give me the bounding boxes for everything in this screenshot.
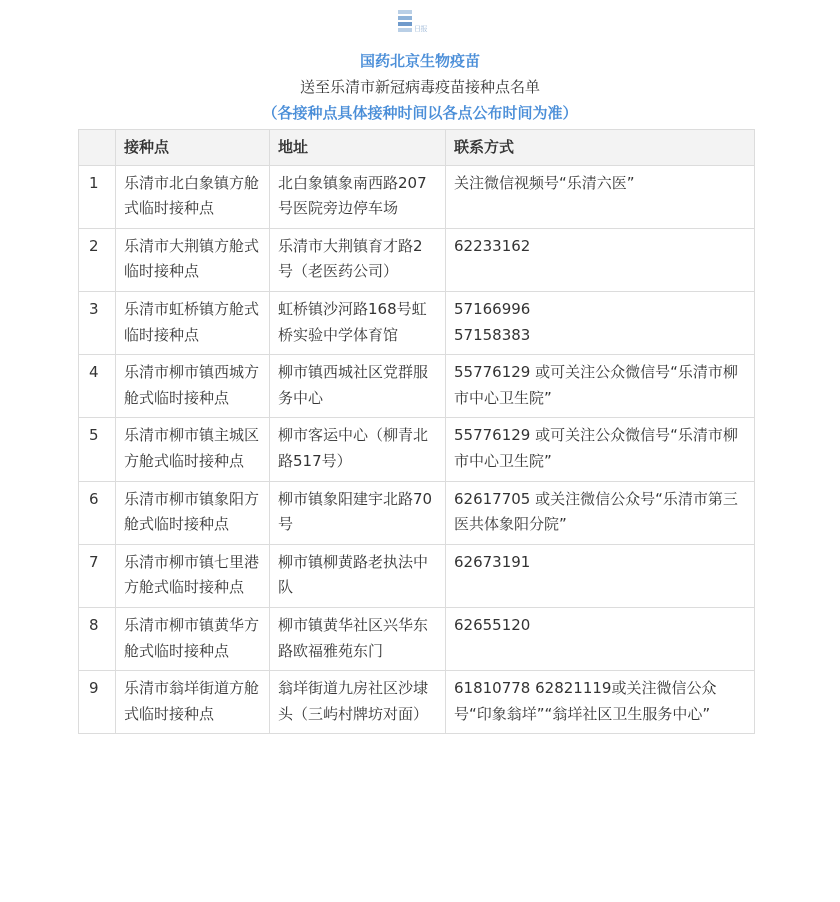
cell-index: 6 [79,481,116,544]
column-header-address: 地址 [270,130,446,166]
cell-address: 柳市镇柳黄路老执法中队 [270,544,446,607]
cell-contact: 57166996 57158383 [446,291,755,354]
table-row [79,544,755,607]
column-header-contact: 联系方式 [446,130,755,166]
cell-site: 乐清市柳市镇七里港方舱式临时接种点 [116,544,270,607]
cell-contact: 55776129 或可关注公众微信号“乐清市柳市中心卫生院” [446,418,755,481]
cell-address: 柳市镇象阳建宇北路70号 [270,481,446,544]
cell-index: 1 [79,165,116,228]
title-note: （各接种点具体接种时间以各点公布时间为准） [262,104,578,122]
cell-contact: 55776129 或可关注公众微信号“乐清市柳市中心卫生院” [446,355,755,418]
vaccination-sites-table [78,129,755,734]
cell-contact: 62233162 [446,228,755,291]
logo-text: 日报 [414,25,427,33]
table-row [79,228,755,291]
table-row [79,481,755,544]
column-header-index [79,130,116,166]
table-row [79,607,755,670]
cell-index: 5 [79,418,116,481]
cell-index: 8 [79,607,116,670]
table-row [79,291,755,354]
cell-site: 乐清市虹桥镇方舱式临时接种点 [116,291,270,354]
cell-site: 乐清市柳市镇西城方舱式临时接种点 [116,355,270,418]
cell-site: 乐清市北白象镇方舱式临时接种点 [116,165,270,228]
cell-address: 翁垟街道九房社区沙埭头（三屿村牌坊对面） [270,671,446,734]
title-organization: 国药北京生物疫苗 [359,52,480,70]
cell-index: 7 [79,544,116,607]
cell-address: 乐清市大荆镇育才路2号（老医药公司） [270,228,446,291]
table-row [79,355,755,418]
column-header-site: 接种点 [116,130,270,166]
cell-index: 3 [79,291,116,354]
cell-index: 2 [79,228,116,291]
cell-site: 乐清市柳市镇主城区方舱式临时接种点 [116,418,270,481]
cell-contact: 62673191 [446,544,755,607]
table-row [79,418,755,481]
cell-contact: 62655120 [446,607,755,670]
cell-site: 乐清市柳市镇黄华方舱式临时接种点 [116,607,270,670]
table-row [79,671,755,734]
cell-site: 乐清市柳市镇象阳方舱式临时接种点 [116,481,270,544]
cell-index: 9 [79,671,116,734]
cell-address: 柳市镇黄华社区兴华东路欧福雅苑东门 [270,607,446,670]
cell-address: 柳市镇西城社区党群服务中心 [270,355,446,418]
cell-address: 柳市客运中心（柳青北路517号） [270,418,446,481]
page-title: 送至乐清市新冠病毒疫苗接种点名单 [299,78,540,96]
cell-address: 虹桥镇沙河路168号虹桥实验中学体育馆 [270,291,446,354]
cell-contact: 61810778 62821119或关注微信公众号“印象翁垟”“翁垟社区卫生服务中心” [446,671,755,734]
cell-contact: 62617705 或关注微信公众号“乐清市第三医共体象阳分院” [446,481,755,544]
cell-index: 4 [79,355,116,418]
cell-site: 乐清市翁垟街道方舱式临时接种点 [116,671,270,734]
cell-contact: 关注微信视频号“乐清六医” [446,165,755,228]
logo [398,8,434,36]
table-header-row [79,130,755,166]
table-row [79,165,755,228]
cell-site: 乐清市大荆镇方舱式临时接种点 [116,228,270,291]
cell-address: 北白象镇象南西路207号医院旁边停车场 [270,165,446,228]
